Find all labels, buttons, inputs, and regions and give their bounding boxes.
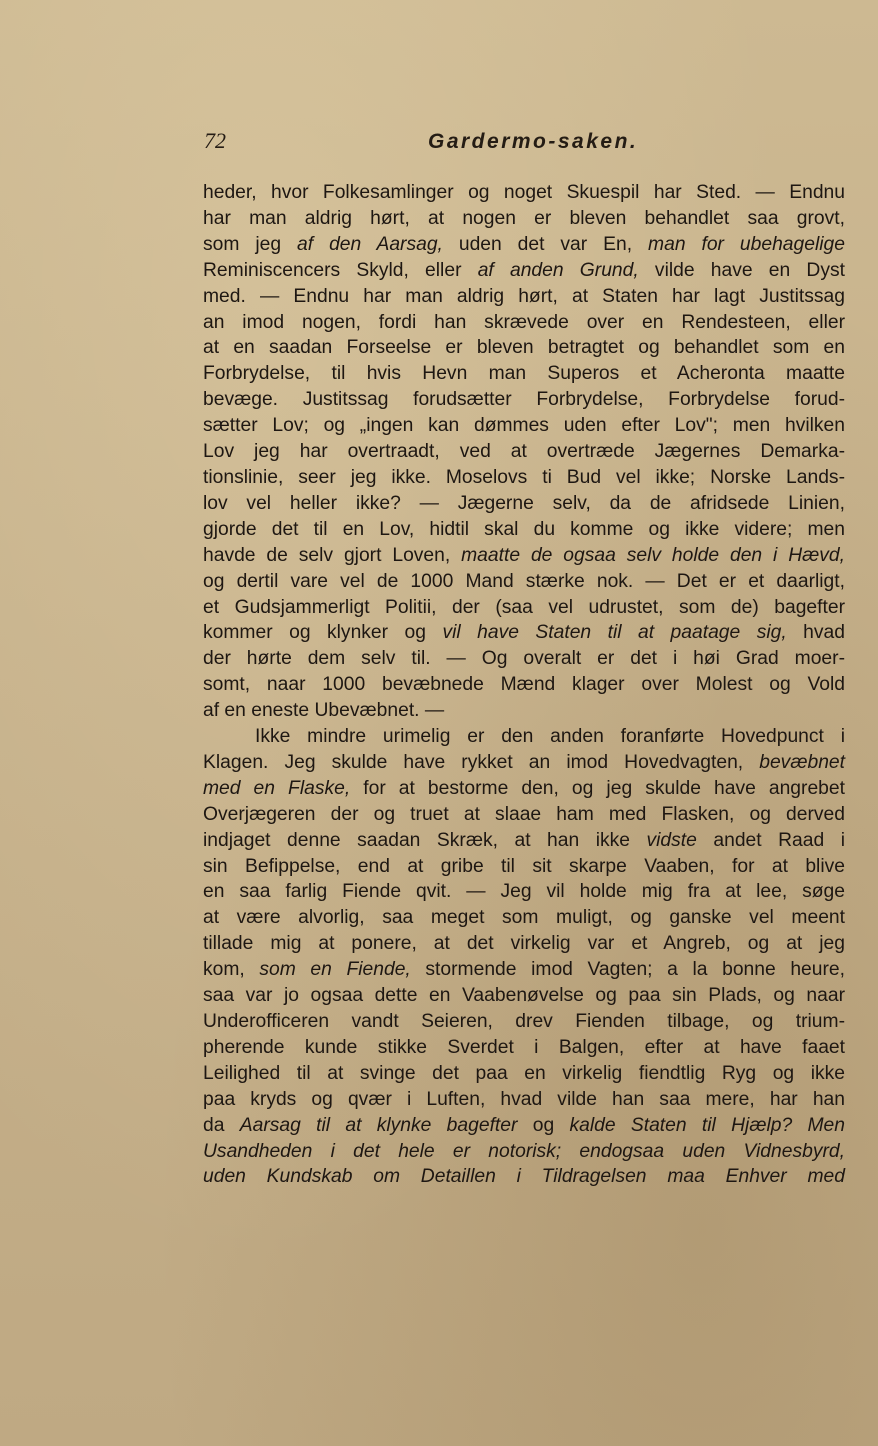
text-run: uden det var En, — [442, 233, 649, 255]
italic-text: uden Kundskab om Detaillen i Tildragelsen maa Enhver med — [203, 1166, 845, 1188]
text-line — [203, 543, 845, 569]
text-run: vilde have en Dyst — [638, 259, 845, 281]
italic-text: Aarsag til at klynke bagefter — [239, 1114, 518, 1136]
paragraph — [203, 724, 845, 1190]
text-run: at være alvorlig, saa meget som muligt, og ganske vel meent — [203, 907, 845, 929]
text-line — [203, 931, 845, 957]
text-run: sin Befippelse, end at gribe til sit skarpe Vaaben, for at blive — [203, 855, 845, 877]
text-run: tionslinie, seer jeg ikke. Moselovs ti Bud vel ikke; Norske Lands- — [203, 466, 845, 488]
text-line — [203, 206, 845, 232]
text-line — [203, 698, 845, 724]
text-run: somt, naar 1000 bevæbnede Mænd klager over Molest og Vold — [203, 674, 845, 696]
text-run: hvad — [786, 622, 845, 644]
text-line — [203, 620, 845, 646]
page-number: 72 — [204, 128, 226, 153]
page-header — [204, 128, 844, 160]
text-run: der hørte dem selv til. — Og overalt er det i høi Grad moer- — [203, 648, 845, 670]
text-line — [203, 180, 845, 206]
italic-text: af den Aarsag, — [297, 233, 443, 255]
text-run: havde de selv gjort Loven, — [203, 544, 462, 566]
text-run: Reminiscencers Skyld, eller — [203, 259, 478, 281]
text-line — [203, 1113, 845, 1139]
text-line — [203, 335, 845, 361]
text-run: Lov jeg har overtraadt, ved at overtræde Jægernes Demarka- — [203, 441, 845, 463]
text-run: Forbrydelse, til hvis Hevn man Superos et Acheronta maatte — [203, 363, 845, 385]
italic-text: vil have Staten til at paatage sig, — [442, 622, 787, 644]
text-run: paa kryds og qvær i Luften, hvad vilde han saa mere, har han — [203, 1088, 845, 1110]
text-run: saa var jo ogsaa dette en Vaabenøvelse og paa sin Plads, og naar — [203, 985, 845, 1007]
text-line — [203, 1061, 845, 1087]
text-line — [203, 284, 845, 310]
running-title: Gardermo-saken. — [428, 130, 639, 153]
text-run: pherende kunde stikke Sverdet i Balgen, efter at have faaet — [203, 1036, 845, 1058]
text-line — [203, 1087, 845, 1113]
italic-text: med en Flaske, — [203, 777, 351, 799]
text-line — [203, 879, 845, 905]
text-line — [203, 310, 845, 336]
text-line — [203, 957, 845, 983]
text-run: da — [203, 1114, 240, 1136]
italic-text: kalde Staten til Hjælp? Men — [569, 1114, 845, 1136]
text-run: Overjægeren der og truet at slaae ham med Flasken, og derved — [203, 803, 845, 825]
text-line — [203, 776, 845, 802]
text-run: kom, — [203, 959, 260, 981]
text-run: som jeg — [203, 233, 298, 255]
text-line — [203, 258, 845, 284]
text-run: har man aldrig hørt, at nogen er bleven behandlet saa grovt, — [203, 207, 845, 229]
text-run: en saa farlig Fiende qvit. — Jeg vil holde mig fra at lee, søge — [203, 881, 845, 903]
text-line — [203, 828, 845, 854]
text-run: for at bestorme den, og jeg skulde have angrebet — [350, 777, 845, 799]
body-text — [203, 180, 845, 1190]
text-run: stormende imod Vagten; a la bonne heure, — [410, 959, 845, 981]
text-line — [203, 1164, 845, 1190]
text-line — [203, 905, 845, 931]
text-run: kommer og klynker og — [203, 622, 443, 644]
text-line — [203, 854, 845, 880]
text-run: an imod nogen, fordi han skrævede over en Rendesteen, eller — [203, 311, 845, 333]
text-run: sætter Lov; og „ingen kan dømmes uden efter Lov"; men hvilken — [203, 415, 845, 437]
text-run: lov vel heller ikke? — Jægerne selv, da de afridsede Linien, — [203, 492, 845, 514]
italic-text: man for ubehagelige — [648, 233, 845, 255]
text-run: et Gudsjammerligt Politii, der (saa vel udrustet, som de) bagefter — [203, 596, 845, 618]
text-line — [203, 465, 845, 491]
text-line — [203, 232, 845, 258]
text-line — [203, 413, 845, 439]
text-run: af en eneste Ubevæbnet. — — [203, 700, 445, 722]
text-run: Leilighed til at svinge det paa en virkelig fiendtlig Ryg og ikke — [203, 1062, 845, 1084]
text-run: med. — Endnu har man aldrig hørt, at Staten har lagt Justitssag — [203, 285, 845, 307]
italic-text: som en Fiende, — [259, 959, 411, 981]
text-run: Ikke mindre urimelig er den anden foranførte Hovedpunct i — [255, 726, 845, 748]
text-line — [203, 569, 845, 595]
text-line — [203, 387, 845, 413]
text-line — [203, 439, 845, 465]
text-run: Underofficeren vandt Seieren, drev Fienden tilbage, og trium- — [203, 1011, 845, 1032]
text-line — [203, 517, 845, 543]
paragraph — [203, 180, 845, 724]
italic-text: bevæbnet — [759, 751, 845, 773]
text-run: og dertil vare vel de 1000 Mand stærke nok. — Det er et daarligt, — [203, 570, 845, 592]
italic-text: maatte de ogsaa selv holde den i Hævd, — [461, 544, 845, 566]
text-line — [203, 361, 845, 387]
text-line — [203, 1035, 845, 1061]
text-line — [203, 491, 845, 517]
text-line — [203, 646, 845, 672]
text-line — [203, 983, 845, 1009]
text-line — [203, 750, 845, 776]
text-line — [203, 1009, 845, 1035]
text-run: gjorde det til en Lov, hidtil skal du komme og ikke videre; men — [203, 518, 845, 540]
text-run: tillade mig at ponere, at det virkelig var et Angreb, og at jeg — [203, 933, 845, 955]
text-run: Klagen. Jeg skulde have rykket an imod Hovedvagten, — [203, 751, 760, 773]
italic-text: Usandheden i det hele er notorisk; endogsaa uden Vidnesbyrd, — [203, 1140, 845, 1162]
text-run: bevæge. Justitssag forudsætter Forbrydelse, Forbrydelse forud- — [203, 389, 845, 411]
text-line — [203, 672, 845, 698]
text-line — [203, 802, 845, 828]
italic-text: vidste — [646, 829, 697, 851]
text-run: heder, hvor Folkesamlinger og noget Skuespil har Sted. — Endnu — [203, 182, 845, 203]
text-line — [203, 724, 845, 750]
text-line — [203, 595, 845, 621]
text-line — [203, 1139, 845, 1165]
text-run: og — [517, 1114, 570, 1136]
text-run: at en saadan Forseelse er bleven betragtet og behandlet som en — [203, 337, 845, 359]
text-run: indjaget denne saadan Skræk, at han ikke — [203, 829, 647, 851]
text-run: andet Raad i — [696, 829, 845, 851]
italic-text: af anden Grund, — [477, 259, 639, 281]
